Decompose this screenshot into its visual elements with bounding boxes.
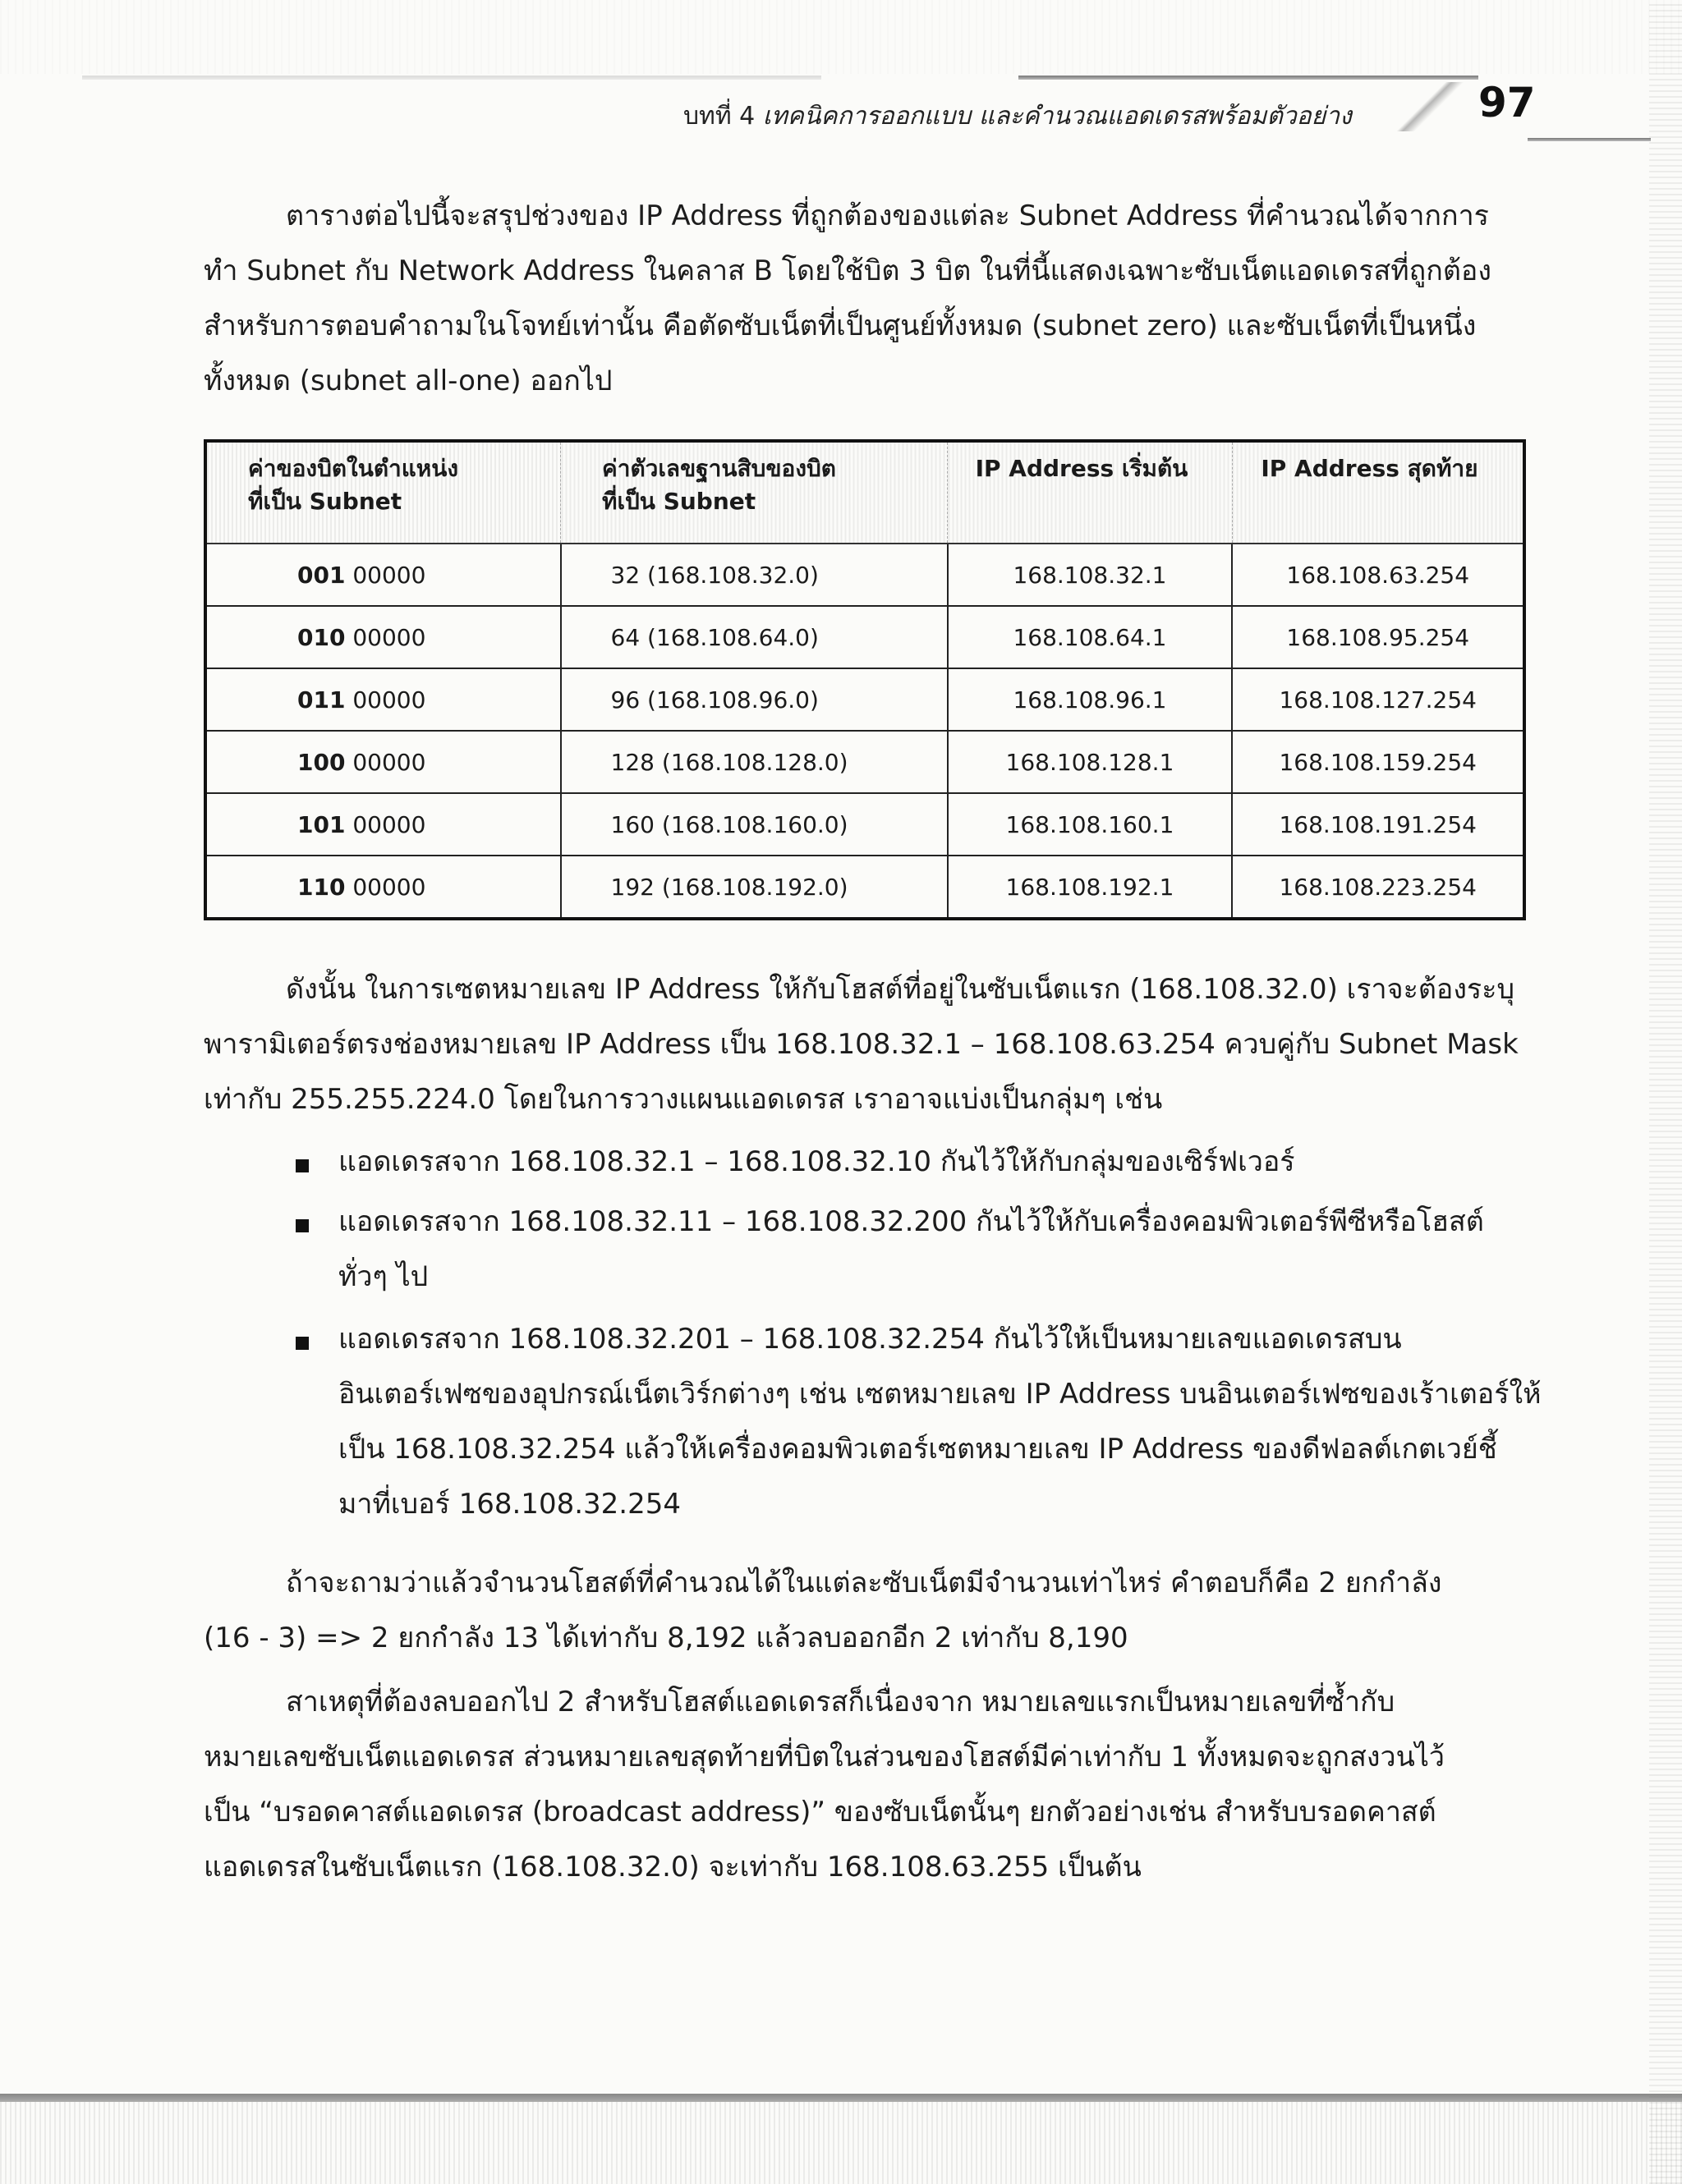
- paragraph-line: หมายเลขซับเน็ตแอดเดรส ส่วนหมายเลขสุดท้ายที่บิตในส่วนของโฮสต์มีค่าเท่ากับ 1 ทั้งหมดจะถูกสงวนไว้: [204, 1741, 1445, 1773]
- cell-start-ip: 168.108.32.1: [948, 544, 1233, 606]
- cell-start-ip: 168.108.160.1: [948, 793, 1233, 856]
- scan-noise-bottom: [0, 2102, 1682, 2184]
- cell-decimal: 160 (168.108.160.0): [561, 793, 948, 856]
- table-row: [205, 668, 1524, 731]
- bullet-square-icon: [296, 1337, 309, 1350]
- cell-bits: 110 00000: [205, 856, 561, 919]
- cell-decimal: 32 (168.108.32.0): [561, 544, 948, 606]
- cell-start-ip: 168.108.96.1: [948, 668, 1233, 731]
- intro-line: ทำ Subnet กับ Network Address ในคลาส B โดยใช้บิต 3 บิต ในที่นี้แสดงเฉพาะซับเน็ตแอดเดรสที่ถูกต้อง: [204, 255, 1491, 287]
- header-rule-page: [1528, 138, 1651, 141]
- cell-end-ip: 168.108.95.254: [1232, 606, 1524, 668]
- cell-decimal: 64 (168.108.64.0): [561, 606, 948, 668]
- cell-decimal: 96 (168.108.96.0): [561, 668, 948, 731]
- cell-end-ip: 168.108.127.254: [1232, 668, 1524, 731]
- header-rule-left: [82, 76, 821, 80]
- intro-line: ทั้งหมด (subnet all-one) ออกไป: [204, 365, 613, 397]
- table-row: [205, 793, 1524, 856]
- cell-decimal: 192 (168.108.192.0): [561, 856, 948, 919]
- bullet-item: [338, 1312, 1542, 1532]
- intro-line: สำหรับการตอบคำถามในโจทย์เท่านั้น คือตัดซับเน็ตที่เป็นศูนย์ทั้งหมด (subnet zero) และซับเน็ตที่เป็นหนึ่ง: [204, 310, 1477, 342]
- chapter-title: เทคนิคการออกแบบ และคำนวณแอดเดรสพร้อมตัวอย่าง: [762, 102, 1352, 131]
- cell-bits: 101 00000: [205, 793, 561, 856]
- intro-line: ตารางต่อไปนี้จะสรุปช่วงของ IP Address ที่ถูกต้องของแต่ละ Subnet Address ที่คำนวณได้จากการ: [286, 200, 1489, 232]
- chapter-label: บทที่ 4: [683, 102, 756, 131]
- paragraph-line: เป็น “บรอดคาสต์แอดเดรส (broadcast address)” ของซับเน็ตนั้นๆ ยกตัวอย่างเช่น สำหรับบรอดคาสต์: [204, 1796, 1436, 1828]
- scan-noise-right: [1649, 0, 1682, 2184]
- paragraph-line: เท่ากับ 255.255.224.0 โดยในการวางแผนแอดเดรส เราอาจแบ่งเป็นกลุ่มๆ เช่น: [204, 1083, 1163, 1116]
- paragraph-host-count: [204, 1556, 1442, 1666]
- table-row: [205, 731, 1524, 793]
- page-number: 97: [1478, 79, 1536, 126]
- paragraph-broadcast: [204, 1675, 1445, 1895]
- bullet-square-icon: [296, 1159, 309, 1172]
- cell-decimal: 128 (168.108.128.0): [561, 731, 948, 793]
- cell-start-ip: 168.108.192.1: [948, 856, 1233, 919]
- cell-end-ip: 168.108.63.254: [1232, 544, 1524, 606]
- bullet-line: มาที่เบอร์ 168.108.32.254: [338, 1488, 681, 1521]
- bullet-line: เป็น 168.108.32.254 แล้วให้เครื่องคอมพิวเตอร์เซตหมายเลข IP Address ของดีฟอลต์เกตเวย์ชี้: [338, 1433, 1497, 1466]
- table-header-row: [205, 441, 1524, 544]
- header-cell-decimal: ค่าตัวเลขฐานสิบของบิต ที่เป็น Subnet: [561, 441, 948, 544]
- paragraph-line: ถ้าจะถามว่าแล้วจำนวนโฮสต์ที่คำนวณได้ในแต่ละซับเน็ตมีจำนวนเท่าไหร่ คำตอบก็คือ 2 ยกกำลัง: [286, 1567, 1442, 1599]
- paragraph-line: แอดเดรสในซับเน็ตแรก (168.108.32.0) จะเท่ากับ 168.108.63.255 เป็นต้น: [204, 1851, 1142, 1883]
- table-row: [205, 856, 1524, 919]
- bullet-item: [338, 1195, 1484, 1305]
- scan-noise-top: [0, 0, 1682, 74]
- table-row: [205, 606, 1524, 668]
- cell-bits: 011 00000: [205, 668, 561, 731]
- bullet-square-icon: [296, 1219, 309, 1232]
- subnet-table-grid: [204, 439, 1526, 920]
- header-rule-right: [1018, 76, 1478, 80]
- subnet-table: [204, 439, 1526, 920]
- cell-start-ip: 168.108.64.1: [948, 606, 1233, 668]
- bullet-line: อินเตอร์เฟซของอุปกรณ์เน็ตเวิร์กต่างๆ เช่น เซตหมายเลข IP Address บนอินเตอร์เฟซของเร้าเตอร์ให้: [338, 1378, 1542, 1411]
- bullet-line: แอดเดรสจาก 168.108.32.201 – 168.108.32.254 กันไว้ให้เป็นหมายเลขแอดเดรสบน: [338, 1323, 1402, 1356]
- cell-end-ip: 168.108.223.254: [1232, 856, 1524, 919]
- cell-start-ip: 168.108.128.1: [948, 731, 1233, 793]
- intro-paragraph: [204, 189, 1491, 409]
- cell-end-ip: 168.108.191.254: [1232, 793, 1524, 856]
- header-cell-end-ip: IP Address สุดท้าย: [1232, 441, 1524, 544]
- running-header: [683, 97, 1352, 135]
- cell-bits: 100 00000: [205, 731, 561, 793]
- cell-bits: 010 00000: [205, 606, 561, 668]
- bottom-rule: [0, 2094, 1682, 2102]
- table-row: [205, 544, 1524, 606]
- cell-bits: 001 00000: [205, 544, 561, 606]
- header-cell-bit-position: ค่าของบิตในตำแหน่ง ที่เป็น Subnet: [205, 441, 561, 544]
- bullet-line: แอดเดรสจาก 168.108.32.11 – 168.108.32.200 กันไว้ให้กับเครื่องคอมพิวเตอร์พีซีหรือโฮสต์: [338, 1205, 1484, 1238]
- paragraph-line: ดังนั้น ในการเซตหมายเลข IP Address ให้กับโฮสต์ที่อยู่ในซับเน็ตแรก (168.108.32.0) เราจะต้องระบุ: [286, 973, 1515, 1006]
- paragraph-subnet-setup: [204, 962, 1519, 1127]
- paragraph-line: พารามิเตอร์ตรงช่องหมายเลข IP Address เป็น 168.108.32.1 – 168.108.63.254 ควบคู่กับ Subnet Mask: [204, 1028, 1519, 1061]
- header-cell-start-ip: IP Address เริ่มต้น: [948, 441, 1233, 544]
- bullet-line: ทั่วๆ ไป: [338, 1260, 429, 1293]
- cell-end-ip: 168.108.159.254: [1232, 731, 1524, 793]
- bullet-line: แอดเดรสจาก 168.108.32.1 – 168.108.32.10 กันไว้ให้กับกลุ่มของเซิร์ฟเวอร์: [338, 1145, 1295, 1178]
- paragraph-line: สาเหตุที่ต้องลบออกไป 2 สำหรับโฮสต์แอดเดรสก็เนื่องจาก หมายเลขแรกเป็นหมายเลขที่ซ้ำกับ: [286, 1686, 1395, 1718]
- bullet-item: [338, 1135, 1295, 1190]
- paragraph-line: (16 - 3) => 2 ยกกำลัง 13 ได้เท่ากับ 8,192 แล้วลบออกอีก 2 เท่ากับ 8,190: [204, 1622, 1128, 1654]
- header-swoosh: [1396, 82, 1470, 131]
